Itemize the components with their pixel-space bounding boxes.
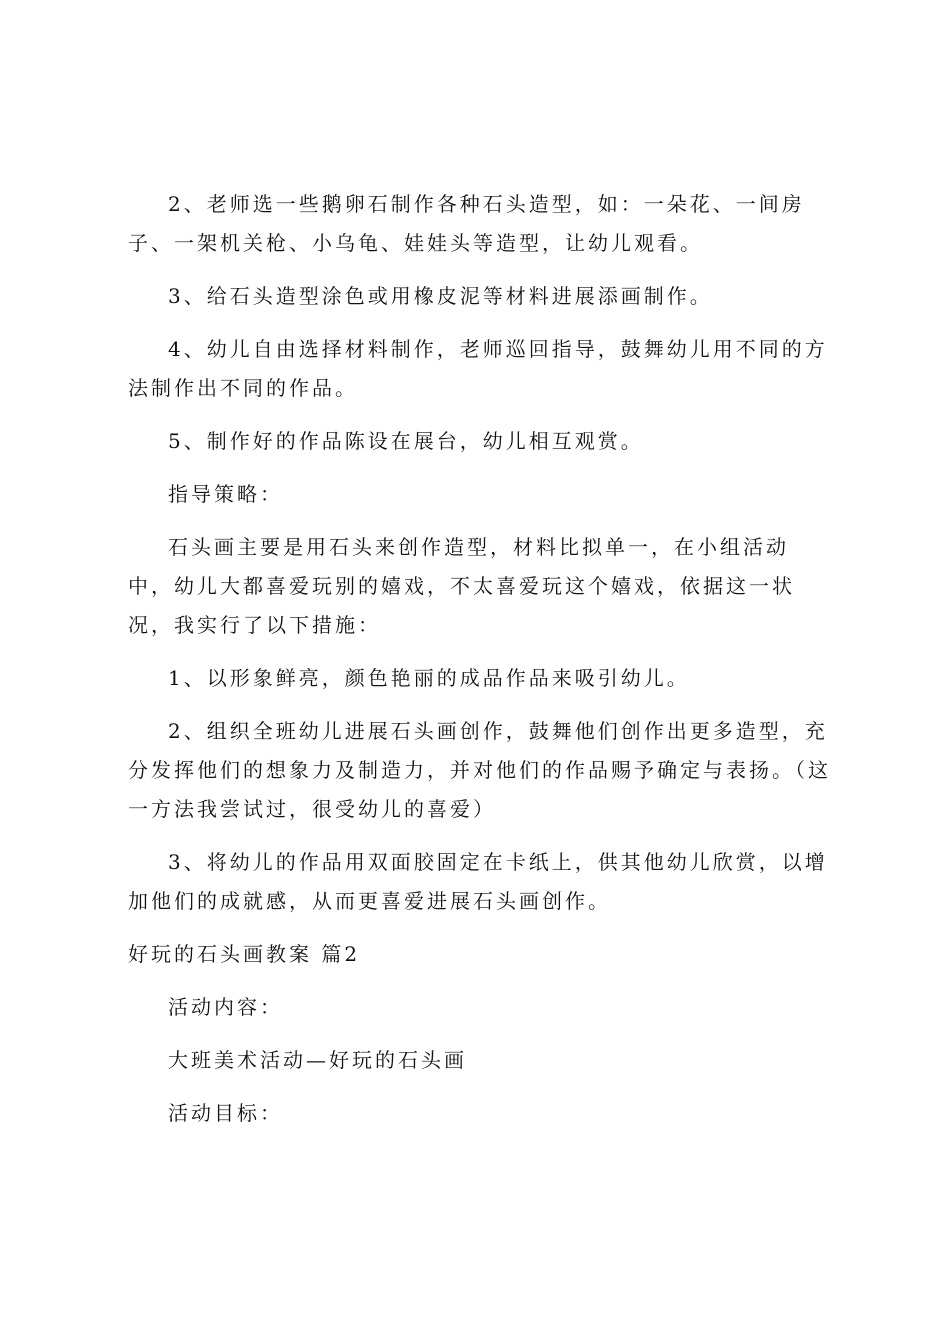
document-body [128, 185, 832, 1147]
paragraph-guidance-intro: 石头画主要是用石头来创作造型，材料比拟单一，在小组活动中，幼儿大都喜爱玩别的嬉戏，不太喜爱玩这个嬉戏，依据这一状况，我实行了以下措施： [128, 535, 795, 637]
paragraph-activity-content-label: 活动内容： [168, 995, 283, 1019]
paragraph-step-3: 3、给石头造型涂色或用橡皮泥等材料进展添画制作。 [168, 284, 713, 308]
paragraph-activity-goal-label: 活动目标： [168, 1101, 283, 1125]
paragraph-step-4: 4、幼儿自由选择材料制作，老师巡回指导，鼓舞幼儿用不同的方法制作出不同的作品。 [128, 337, 828, 400]
paragraph-guidance-title: 指导策略： [168, 482, 283, 506]
paragraph-measure-1: 1、以形象鲜亮，颜色艳丽的成品作品来吸引幼儿。 [168, 666, 690, 690]
paragraph-step-5: 5、制作好的作品陈设在展台，幼儿相互观赏。 [168, 429, 644, 453]
paragraph-measure-2: 2、组织全班幼儿进展石头画创作，鼓舞他们创作出更多造型，充分发挥他们的想象力及制造力，并对他们的作品赐予确定与表扬。（这一方法我尝试过，很受幼儿的喜爱） [128, 719, 831, 821]
paragraph-activity-name: 大班美术活动—好玩的石头画 [168, 1048, 467, 1072]
paragraph-step-2: 2、老师选一些鹅卵石制作各种石头造型，如：一朵花、一间房子、一架机关枪、小乌龟、娃娃头等造型，让幼儿观看。 [128, 192, 805, 255]
paragraph-measure-3: 3、将幼儿的作品用双面胶固定在卡纸上，供其他幼儿欣赏，以增加他们的成就感，从而更喜爱进展石头画创作。 [128, 850, 828, 913]
section-heading: 好玩的石头画教案 篇2 [128, 942, 361, 966]
